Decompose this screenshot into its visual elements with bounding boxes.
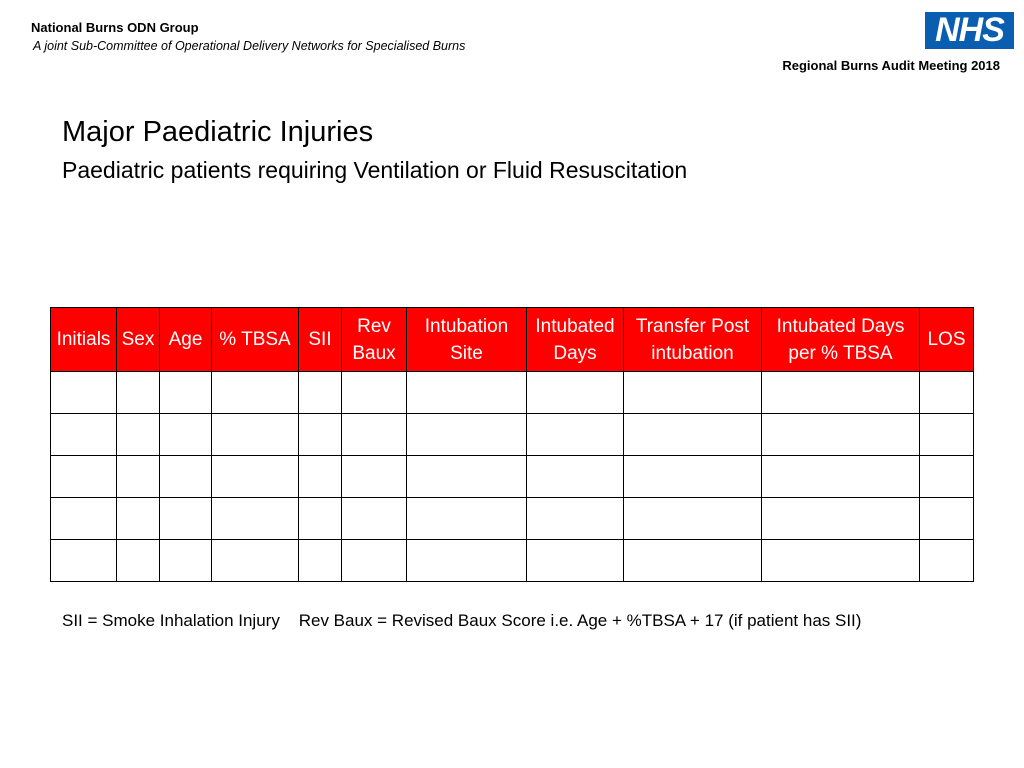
column-header-text: Age	[168, 329, 203, 350]
table-cell	[212, 372, 299, 414]
table-cell	[920, 372, 974, 414]
column-header	[407, 308, 527, 372]
table-cell	[407, 540, 527, 582]
column-header-text: Sex	[121, 329, 155, 350]
column-header	[527, 308, 624, 372]
column-header	[762, 308, 920, 372]
column-header-text: Intubation	[424, 315, 509, 337]
table-cell	[407, 456, 527, 498]
table-cell	[920, 540, 974, 582]
table-cell	[342, 456, 407, 498]
table-cell	[342, 498, 407, 540]
table-cell	[160, 414, 212, 456]
column-header	[920, 308, 974, 372]
column-header	[117, 308, 160, 372]
page-subtitle: Paediatric patients requiring Ventilation or Fluid Resuscitation	[62, 157, 688, 183]
table-cell	[51, 372, 117, 414]
table-cell	[527, 540, 624, 582]
table-cell	[624, 414, 762, 456]
table-cell	[160, 372, 212, 414]
table-row	[51, 414, 974, 456]
table-cell	[407, 498, 527, 540]
legend-sii: SII = Smoke Inhalation Injury	[62, 611, 280, 630]
meeting-label: Regional Burns Audit Meeting 2018	[782, 58, 1000, 73]
table-cell	[117, 498, 160, 540]
table-cell	[762, 414, 920, 456]
table-cell	[51, 414, 117, 456]
column-header-text: LOS	[927, 329, 966, 350]
legend	[62, 611, 861, 631]
table-cell	[299, 414, 342, 456]
column-header-text: Intubated Days	[776, 315, 905, 337]
column-header-text: Rev	[357, 315, 391, 337]
table-cell	[160, 498, 212, 540]
table-cell	[527, 456, 624, 498]
column-header	[299, 308, 342, 372]
table-cell	[624, 456, 762, 498]
table-cell	[527, 414, 624, 456]
column-header-text: Site	[450, 342, 483, 364]
org-name: National Burns ODN Group	[31, 20, 199, 35]
table-row	[51, 372, 974, 414]
table-cell	[117, 456, 160, 498]
column-header	[342, 308, 407, 372]
table-cell	[624, 372, 762, 414]
table-cell	[342, 540, 407, 582]
column-header-text: Days	[553, 342, 597, 364]
audit-table	[50, 307, 974, 582]
table-cell	[212, 540, 299, 582]
table-cell	[762, 456, 920, 498]
table-cell	[527, 498, 624, 540]
table-cell	[160, 456, 212, 498]
table-cell	[212, 498, 299, 540]
table-cell	[407, 372, 527, 414]
column-header-text: SII	[308, 329, 332, 350]
table-cell	[407, 414, 527, 456]
column-header-text: per % TBSA	[788, 342, 893, 364]
table-cell	[117, 540, 160, 582]
table-cell	[624, 540, 762, 582]
column-header-text: % TBSA	[219, 329, 291, 350]
column-header	[624, 308, 762, 372]
table-cell	[160, 540, 212, 582]
table-cell	[624, 498, 762, 540]
table-body	[51, 372, 974, 582]
table-cell	[762, 372, 920, 414]
table-cell	[212, 414, 299, 456]
table-cell	[762, 540, 920, 582]
table-cell	[299, 372, 342, 414]
org-subtitle: A joint Sub-Committee of Operational Delivery Networks for Specialised Burns	[33, 39, 466, 53]
column-header	[160, 308, 212, 372]
table-row	[51, 456, 974, 498]
table-cell	[299, 498, 342, 540]
column-header-text: Intubated	[535, 315, 615, 337]
table-cell	[51, 456, 117, 498]
table-cell	[51, 498, 117, 540]
table-cell	[299, 540, 342, 582]
column-header-text: Transfer Post	[635, 315, 750, 337]
table-cell	[920, 414, 974, 456]
table-cell	[920, 456, 974, 498]
table-row	[51, 498, 974, 540]
table-cell	[342, 372, 407, 414]
legend-rev-baux: Rev Baux = Revised Baux Score i.e. Age + %TBSA + 17 (if patient has SII)	[298, 611, 862, 630]
nhs-logo: NHS	[925, 12, 1014, 49]
table-header-row	[51, 308, 974, 372]
table-cell	[920, 498, 974, 540]
column-header	[212, 308, 299, 372]
table-row	[51, 540, 974, 582]
table-cell	[51, 540, 117, 582]
table-cell	[527, 372, 624, 414]
table-cell	[117, 372, 160, 414]
table-cell	[212, 456, 299, 498]
page-title: Major Paediatric Injuries	[62, 116, 374, 148]
column-header-text: intubation	[651, 342, 734, 364]
column-header	[51, 308, 117, 372]
column-header-text: Baux	[352, 342, 396, 364]
table-cell	[342, 414, 407, 456]
table-cell	[117, 414, 160, 456]
table-cell	[762, 498, 920, 540]
table-cell	[299, 456, 342, 498]
column-header-text: Initials	[56, 329, 111, 350]
